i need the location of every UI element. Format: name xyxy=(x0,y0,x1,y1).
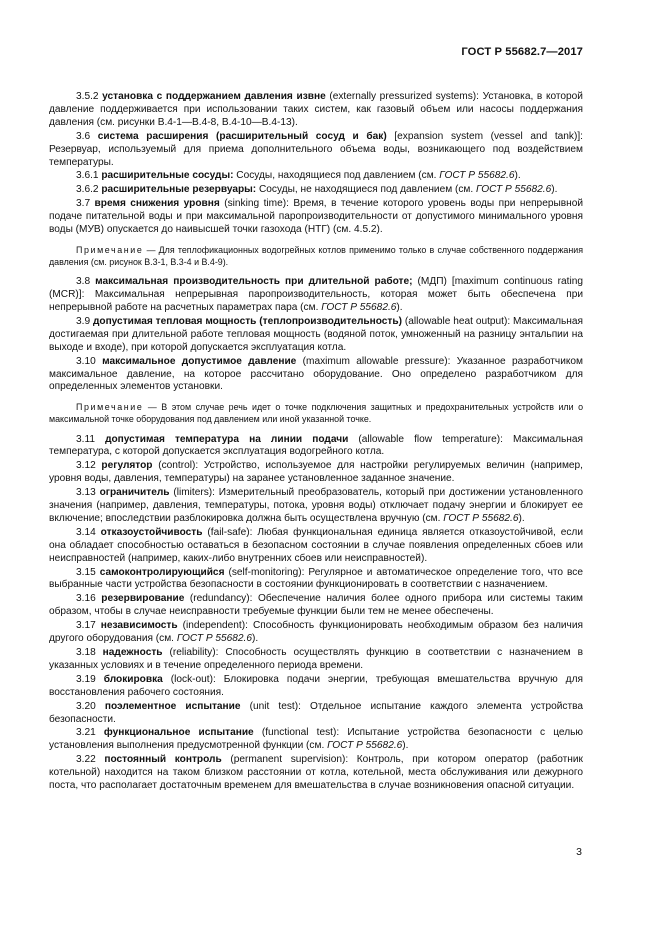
term: ограничитель xyxy=(99,487,170,499)
term: допустимая тепловая мощность (теплопроизводительность) xyxy=(92,315,402,327)
term: система расширения (расширительный сосуд и бак) xyxy=(97,130,387,142)
standard-reference: ГОСТ Р 55682.6 xyxy=(443,512,519,524)
definition-text: (permanent supervision): Контроль, при котором оператор (работник котельной) находится на таком близком расстоянии от котла, котельной, места обслуживания или дежурного поста, что располагает достаточным временем для вмешательства в случае возникновения опасной ситуации. xyxy=(49,754,583,792)
definition-tail: ). xyxy=(252,633,259,645)
definition-text: (unit test): Отдельное испытание каждого элемента устройства безопасности. xyxy=(49,700,583,725)
term: функциональное испытание xyxy=(103,727,254,739)
definition-text: (independent): Способность функционировать необходимым образом без наличия другого оборудования (см. xyxy=(49,620,583,645)
standard-reference: ГОСТ Р 55682.6 xyxy=(176,633,252,645)
clause-number: 3.12 xyxy=(76,460,96,472)
clause-number: 3.5.2 xyxy=(76,91,99,102)
clause-number: 3.10 xyxy=(76,355,96,367)
definition-text: (functional test): Испытание устройства безопасности с целью установления выполнения предусмотренной функции (см. xyxy=(49,727,583,752)
definition-paragraph xyxy=(49,674,583,700)
standard-reference: ГОСТ Р 55682.6 xyxy=(327,740,403,752)
term: блокировка xyxy=(103,673,163,685)
definition-paragraph xyxy=(49,316,583,355)
definition-paragraph xyxy=(49,184,583,197)
definition-paragraph xyxy=(49,567,583,593)
standard-reference: ГОСТ Р 55682.6 xyxy=(476,184,552,196)
definition-paragraph xyxy=(49,131,583,170)
term: самоконтролирующийся xyxy=(99,566,225,578)
definition-text: (reliability): Способность осуществлять функцию в соответствии с назначением в указанных условиях и в течение определенного периода времени. xyxy=(49,647,583,671)
clause-number: 3.18 xyxy=(76,647,96,658)
clause-number: 3.19 xyxy=(76,673,96,685)
definition-paragraph xyxy=(49,276,583,315)
definition-paragraph xyxy=(49,460,583,486)
definition-text: (lock-out): Блокировка подачи энергии, требующая вмешательства вручную для восстановления рабочего состояния. xyxy=(49,673,583,698)
definition-paragraph xyxy=(49,527,583,566)
definition-paragraph xyxy=(49,701,583,727)
definition-paragraph xyxy=(49,593,583,619)
definition-text: (externally pressurized systems): Установка, в которой давление поддерживается при использовании таких систем, как газовый объем или насосы поддержания давления (см. рисунки В.4-1—В.4-8, В.4-10—В.4-13). xyxy=(49,91,583,128)
clause-number: 3.20 xyxy=(76,700,96,712)
term: независимость xyxy=(100,620,178,632)
term: регулятор xyxy=(101,460,153,472)
clause-number: 3.14 xyxy=(76,526,96,538)
page-number: 3 xyxy=(576,846,582,858)
clause-number: 3.17 xyxy=(76,620,96,632)
clause-number: 3.22 xyxy=(76,754,96,766)
definition-paragraph xyxy=(49,434,583,460)
clause-number: 3.16 xyxy=(76,593,96,605)
definition-text: (fail-safe): Любая функциональная единица является отказоустойчивой, если она обладает способностью оставаться в безопасном состоянии в случае появления определенных сбоев или неисправностей (например, каких-либо внутренних сбоев или неисправностей). xyxy=(49,526,583,564)
document-body xyxy=(49,91,583,793)
definition-tail: ). xyxy=(551,184,558,196)
clause-number: 3.9 xyxy=(76,315,91,327)
definition-paragraph xyxy=(49,620,583,646)
clause-number: 3.6 xyxy=(76,130,91,142)
clause-number: 3.8 xyxy=(76,276,91,288)
term: поэлементное испытание xyxy=(104,700,241,712)
standard-reference: ГОСТ Р 55682.6 xyxy=(321,301,397,313)
definition-tail: ). xyxy=(518,512,525,524)
definition-paragraph xyxy=(49,754,583,793)
definition-text: (self-monitoring): Регулярное и автоматическое определение того, что все выбранные части устройства безопасности в состоянии функционировать в соответствии с назначением. xyxy=(49,566,583,591)
definition-text: (maximum allowable pressure): Указанное разработчиком максимальное давление, на которое рассчитано оборудование. Оно определено разработчиком для определенных элементов установки. xyxy=(49,355,583,393)
term: максимальная производительность при длительной работе; xyxy=(95,276,413,288)
note-label: Примечание xyxy=(76,244,144,255)
note-text: — Для теплофикационных водогрейных котлов применимо только в случае собственного поддержания давления (см. рисунок В.3-1, В.3-4 и В.4-9). xyxy=(49,244,583,267)
standard-reference: ГОСТ Р 55682.6 xyxy=(439,170,515,182)
term: расширительные сосуды: xyxy=(101,170,234,182)
definition-text: (control): Устройство, используемое для настройки регулируемых величин (например, уровня воды, давления, температуры) на заранее установленное заданное значение. xyxy=(49,460,583,485)
definition-text: (sinking time): Время, в течение которого уровень воды при непрерывной подаче питательной воды и при максимальной паропроизводительности от допустимого минимального уровня воды (МУВ) опускается до наивысшей точки газохода (НТГ) (см. 4.5.2). xyxy=(49,198,583,236)
term: отказоустойчивость xyxy=(100,526,203,538)
definition-text: Сосуды, не находящиеся под давлением (см. xyxy=(256,184,477,196)
note-paragraph xyxy=(49,402,583,425)
term: допустимая температура на линии подачи xyxy=(105,433,349,445)
note-paragraph xyxy=(49,245,583,268)
clause-number: 3.13 xyxy=(76,487,96,499)
clause-number: 3.6.2 xyxy=(76,184,99,196)
definition-paragraph xyxy=(49,647,583,673)
definition-paragraph xyxy=(49,727,583,753)
term: время снижения уровня xyxy=(94,198,220,210)
definition-paragraph xyxy=(49,356,583,395)
definition-tail: ). xyxy=(402,740,409,752)
definition-text: (МДП) [maximum continuous rating (MCR)]: Максимальная непрерывная паропроизводительность, которая может быть обеспечена при непрерывной работе на расчетных параметрах пара (см. xyxy=(49,276,583,313)
definition-text: (redundancy): Обеспечение наличия более одного прибора или системы таким образом, чтобы в случае неисправности требуемые функции были тем не менее обеспечены. xyxy=(49,593,583,618)
clause-number: 3.7 xyxy=(76,198,91,210)
term: установка с поддержанием давления извне xyxy=(102,91,326,102)
definition-text: (limiters): Измерительный преобразователь, который при достижении установленного значения (например, давления, температуры, потока, уровня воды) отключает подачу энергии и блокирует ее включение; впоследствии разблокировка должна быть осуществлена вручную (см. xyxy=(49,487,583,524)
definition-paragraph xyxy=(49,91,583,130)
definition-text: (allowable flow temperature): Максимальная температура, с которой допускается эксплуатация водогрейного котла. xyxy=(49,433,583,458)
term: максимальное допустимое давление xyxy=(102,355,297,367)
term: резервирование xyxy=(101,593,185,605)
definition-paragraph xyxy=(49,487,583,526)
clause-number: 3.21 xyxy=(76,727,96,739)
term: надежность xyxy=(102,647,163,658)
term: расширительные резервуары: xyxy=(101,184,257,196)
clause-number: 3.15 xyxy=(76,566,96,578)
definition-text: (allowable heat output): Максимальная достигаемая при длительной работе тепловая мощность (водяной поток, умноженный на разницу энтальпии на выходе и входе), при которой допускается эксплуатация котла. xyxy=(49,315,583,353)
definition-paragraph xyxy=(49,170,583,183)
term: постоянный контроль xyxy=(104,754,222,766)
definition-paragraph xyxy=(49,198,583,237)
definition-text: [expansion system (vessel and tank)]: Резервуар, используемый для приема дополнительного объема воды, возникающего под воздействием температуры. xyxy=(49,130,583,168)
definition-text: Сосуды, находящиеся под давлением (см. xyxy=(233,170,440,182)
document-header: ГОСТ Р 55682.7—2017 xyxy=(461,46,583,58)
clause-number: 3.11 xyxy=(76,433,95,445)
definition-tail: ). xyxy=(396,301,403,313)
note-text: — В этом случае речь идет о точке подключения защитных и предохранительных устройств или о максимальной точке оборудования под давлением или иной указанной точке. xyxy=(49,402,583,424)
clause-number: 3.6.1 xyxy=(76,170,99,182)
definition-tail: ). xyxy=(514,170,521,182)
note-label: Примечание xyxy=(76,402,144,413)
